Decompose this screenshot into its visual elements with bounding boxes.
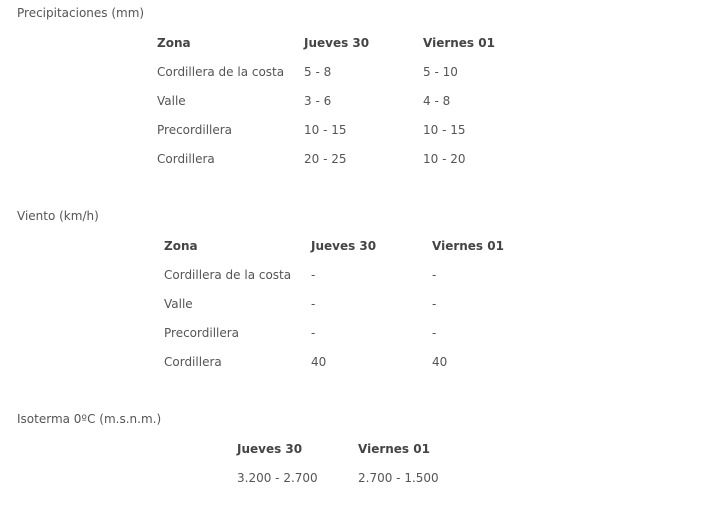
table-row <box>164 289 522 318</box>
column-header-viernes: Viernes 01 <box>423 35 495 50</box>
precipitaciones-title: Precipitaciones (mm) <box>17 6 145 20</box>
jueves-cell: - <box>311 296 316 311</box>
jueves-cell: 5 - 8 <box>304 64 332 79</box>
viernes-cell: 10 - 15 <box>423 122 466 137</box>
viento-table <box>164 231 522 376</box>
table-header-row <box>157 28 513 57</box>
zona-cell: Precordillera <box>157 122 233 137</box>
table-row <box>164 318 522 347</box>
table-row <box>157 144 513 173</box>
table-row <box>237 463 468 492</box>
table-row <box>164 347 522 376</box>
jueves-cell: 3.200 - 2.700 <box>237 470 318 485</box>
column-header-jueves: Jueves 30 <box>237 441 303 456</box>
jueves-cell: 20 - 25 <box>304 151 347 166</box>
table-row <box>157 86 513 115</box>
jueves-cell: 40 <box>311 354 327 369</box>
viernes-cell: - <box>432 325 437 340</box>
zona-cell: Cordillera <box>164 354 222 369</box>
column-header-viernes: Viernes 01 <box>358 441 430 456</box>
isoterma-table <box>237 434 468 492</box>
column-header-jueves: Jueves 30 <box>311 238 377 253</box>
viernes-cell: 5 - 10 <box>423 64 458 79</box>
isoterma-title: Isoterma 0ºC (m.s.n.m.) <box>17 412 162 426</box>
viernes-cell: - <box>432 267 437 282</box>
viernes-cell: 40 <box>432 354 448 369</box>
zona-cell: Cordillera <box>157 151 215 166</box>
viernes-cell: 10 - 20 <box>423 151 466 166</box>
table-row <box>164 260 522 289</box>
precipitaciones-table <box>157 28 513 173</box>
jueves-cell: 3 - 6 <box>304 93 332 108</box>
column-header-zona: Zona <box>157 35 191 50</box>
table-header-row <box>164 231 522 260</box>
viernes-cell: 2.700 - 1.500 <box>358 470 439 485</box>
table-row <box>157 57 513 86</box>
column-header-viernes: Viernes 01 <box>432 238 504 253</box>
column-header-zona: Zona <box>164 238 198 253</box>
column-header-jueves: Jueves 30 <box>304 35 370 50</box>
jueves-cell: - <box>311 325 316 340</box>
zona-cell: Precordillera <box>164 325 240 340</box>
viento-title: Viento (km/h) <box>17 209 99 223</box>
jueves-cell: 10 - 15 <box>304 122 347 137</box>
zona-cell: Cordillera de la costa <box>157 64 285 79</box>
viernes-cell: 4 - 8 <box>423 93 451 108</box>
jueves-cell: - <box>311 267 316 282</box>
zona-cell: Valle <box>157 93 186 108</box>
zona-cell: Cordillera de la costa <box>164 267 292 282</box>
zona-cell: Valle <box>164 296 193 311</box>
table-header-row <box>237 434 468 463</box>
viernes-cell: - <box>432 296 437 311</box>
table-row <box>157 115 513 144</box>
